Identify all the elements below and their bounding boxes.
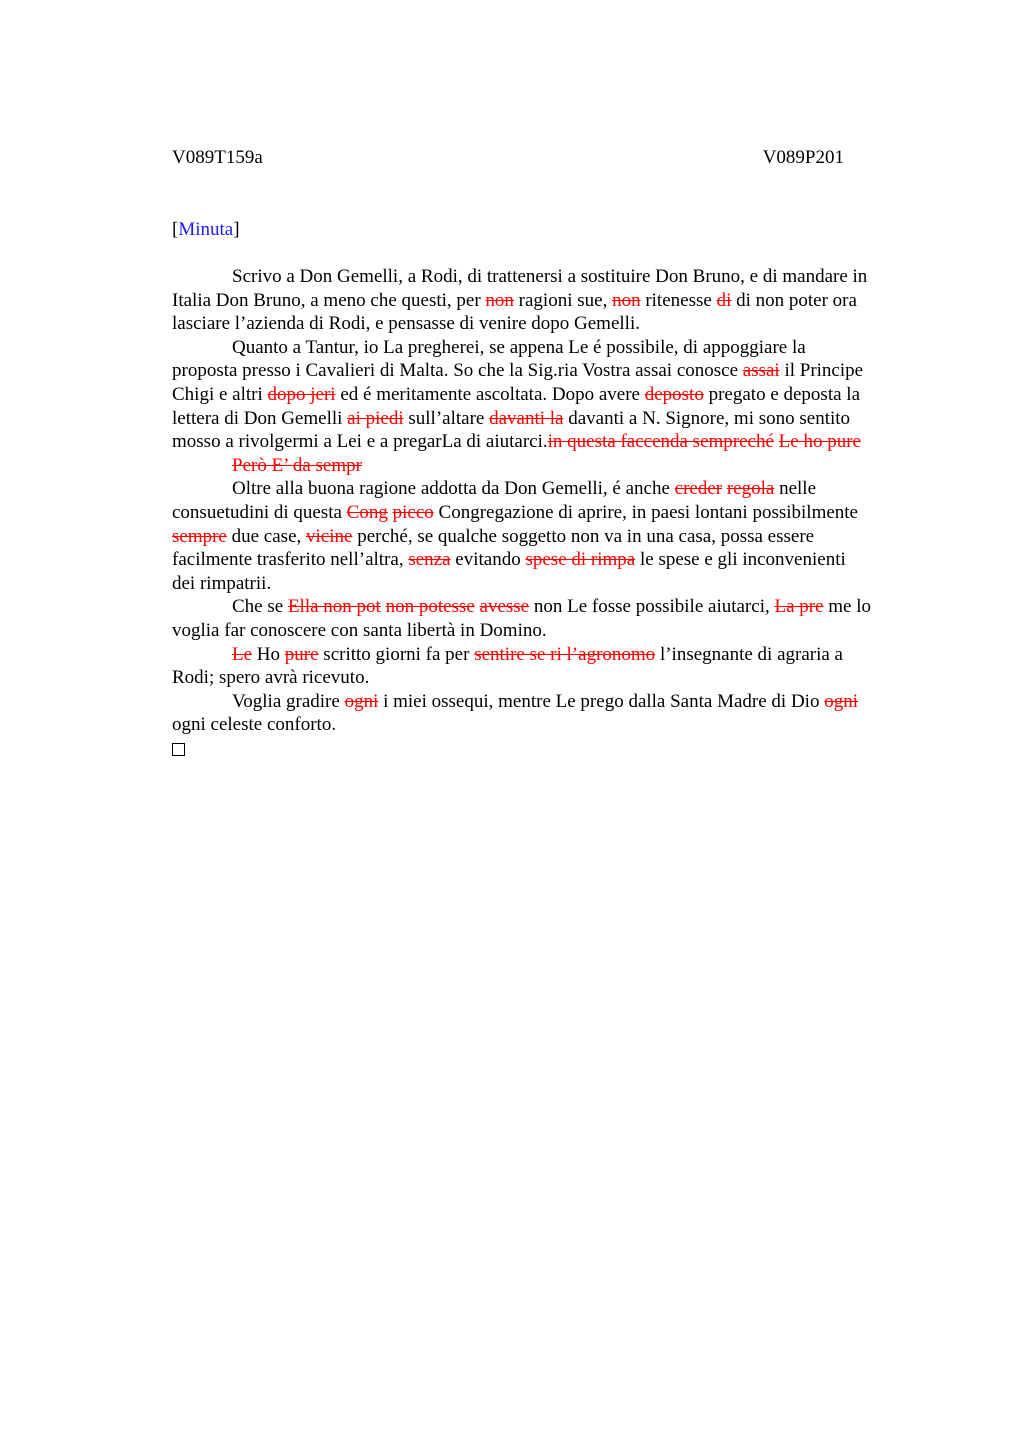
text: Ho <box>252 643 285 665</box>
text: Congregazione di aprire, in paesi lontani possibilmente <box>433 501 858 523</box>
text: Voglia gradire <box>232 690 345 712</box>
document-code-right: V089P201 <box>762 147 844 168</box>
text: consuetudini di questa <box>172 501 347 523</box>
text: due case, <box>226 525 307 547</box>
text: pregato e deposta la <box>703 383 860 405</box>
line-9 <box>172 454 930 478</box>
line-12 <box>172 525 930 549</box>
deleted-text: non <box>612 289 641 311</box>
text: perché, se qualche soggetto non va in una casa, possa essere <box>352 525 815 547</box>
text: Quanto a Tantur, io La pregherei, se appena Le é possibile, di appoggiare la <box>232 336 806 358</box>
text: i miei ossequi, mentre Le prego dalla Santa Madre di Dio <box>378 690 825 712</box>
line-14 <box>172 572 930 596</box>
deleted-text: non potesse <box>385 596 475 618</box>
text: il Principe <box>779 360 864 382</box>
text: le spese e gli inconvenienti <box>635 549 846 571</box>
line-2 <box>172 289 930 313</box>
deleted-text: Ella non pot <box>287 596 381 618</box>
line-16 <box>172 619 930 643</box>
deleted-text: non <box>485 289 514 311</box>
deleted-text: ogni <box>824 690 858 712</box>
deleted-text: senza <box>408 549 451 571</box>
letter-body <box>172 265 930 762</box>
line-17 <box>172 643 930 667</box>
deleted-text: deposto <box>644 383 704 405</box>
line-11 <box>172 501 930 525</box>
minuta-bracket-open: [ <box>172 219 179 240</box>
text: di non poter ora <box>731 289 857 311</box>
deleted-text: ogni <box>344 690 379 712</box>
text: ragioni sue, <box>513 289 613 311</box>
text: scritto giorni fa per <box>318 643 475 665</box>
line-20 <box>172 713 930 737</box>
line-7 <box>172 407 930 431</box>
deleted-text: sentire se ri l’agronomo <box>474 643 656 665</box>
text: ogni celeste conforto. <box>172 714 337 736</box>
deleted-text: avesse <box>479 596 530 618</box>
text: proposta presso i Cavalieri di Malta. So che la Sig.ria Vostra assai conosce <box>172 360 743 382</box>
line-6 <box>172 383 930 407</box>
line-10 <box>172 477 930 501</box>
minuta-link[interactable]: Minuta <box>178 219 234 240</box>
deleted-text: assai <box>742 360 780 382</box>
text: lettera di Don Gemelli <box>172 407 348 429</box>
deleted-text: sempre <box>172 525 227 547</box>
text: me lo <box>823 596 872 618</box>
text: l’insegnante di agraria a <box>655 643 843 665</box>
text: Chigi e altri <box>172 383 268 405</box>
deleted-text: creder <box>674 478 723 500</box>
text: lasciare l’azienda di Rodi, e pensasse di venire dopo Gemelli. <box>172 313 640 335</box>
deleted-text: Però E’ da sempr <box>232 454 362 476</box>
text: Scrivo a Don Gemelli, a Rodi, di trattenersi a sostituire Don Bruno, e di mandare in <box>232 266 868 287</box>
line-8 <box>172 430 930 454</box>
deleted-text: spese di rimpa <box>525 549 636 571</box>
line-13 <box>172 548 930 572</box>
deleted-text: vicine <box>306 525 353 547</box>
text: evitando <box>450 549 526 571</box>
minuta-bracket-close: ] <box>233 219 240 240</box>
text: Italia Don Bruno, a meno che questi, per <box>172 289 486 311</box>
text: ritenesse <box>640 289 717 311</box>
deleted-text: dopo jeri <box>267 383 336 405</box>
text: facilmente trasferito nell’altra, <box>172 549 409 571</box>
deleted-text: pure <box>284 643 319 665</box>
text: non Le fosse possibile aiutarci, <box>529 596 775 618</box>
deleted-text: in questa faccenda sempreché <box>547 431 774 453</box>
deleted-text: di <box>716 289 732 311</box>
document-code-left: V089T159a <box>172 147 263 168</box>
deleted-text: regola <box>726 478 775 500</box>
text: sull’altare <box>403 407 490 429</box>
line-19 <box>172 690 930 714</box>
text: voglia far conoscere con santa libertà in Domino. <box>172 619 547 641</box>
line-4 <box>172 336 930 360</box>
deleted-text: picco <box>392 501 434 523</box>
text: ed é meritamente ascoltata. Dopo avere <box>335 383 645 405</box>
deleted-text: Cong <box>346 501 388 523</box>
minuta-label <box>172 218 240 242</box>
text: Che se <box>232 596 288 618</box>
line-18 <box>172 666 930 690</box>
deleted-text: davanti la <box>489 407 564 429</box>
line-5 <box>172 359 930 383</box>
line-3 <box>172 312 930 336</box>
end-mark-line <box>172 737 930 763</box>
text: nelle <box>774 478 817 500</box>
checkbox-empty-icon <box>172 743 185 756</box>
deleted-text: Le ho pure <box>778 431 861 453</box>
text: Oltre alla buona ragione addotta da Don Gemelli, é anche <box>232 478 675 500</box>
text: dei rimpatrii. <box>172 572 272 594</box>
text: mosso a rivolgermi a Lei e a pregarLa di aiutarci. <box>172 431 548 453</box>
line-1 <box>172 265 930 289</box>
deleted-text: La pre <box>774 596 824 618</box>
text: Rodi; spero avrà ricevuto. <box>172 667 370 689</box>
line-15 <box>172 595 930 619</box>
deleted-text: Le <box>232 643 253 665</box>
text: davanti a N. Signore, mi sono sentito <box>563 407 851 429</box>
deleted-text: ai piedi <box>347 407 404 429</box>
